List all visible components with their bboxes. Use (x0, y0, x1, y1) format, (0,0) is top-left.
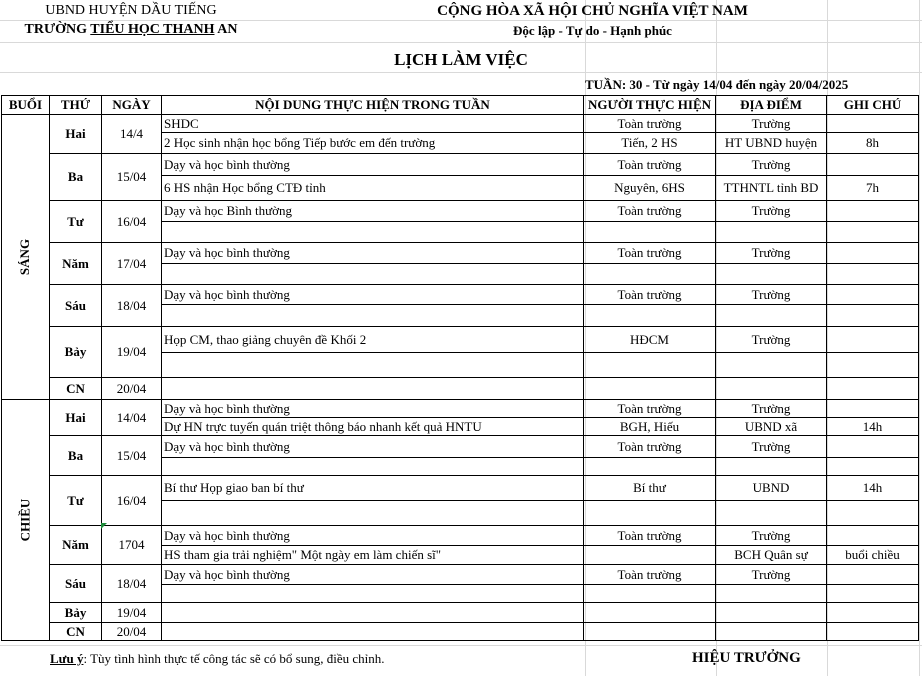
content-cell (162, 264, 584, 285)
date-cell: 15/04 (102, 154, 162, 201)
content-cell: HS tham gia trải nghiệm" Một ngày em làm chiến sĩ" (162, 546, 584, 565)
place-cell: Trường (716, 201, 827, 222)
content-cell: Dạy và học bình thường (162, 400, 584, 418)
person-cell: Toàn trường (584, 526, 716, 546)
place-cell (716, 501, 827, 526)
date-cell: 1704 (102, 526, 162, 565)
content-cell (162, 501, 584, 526)
date-cell: 19/04 (102, 327, 162, 378)
table-row (2, 623, 919, 641)
content-cell: Dạy và học Bình thường (162, 201, 584, 222)
table-row (2, 243, 919, 264)
place-cell: UBND (716, 476, 827, 501)
note-cell (827, 378, 919, 400)
weekday-cell: Sáu (50, 285, 102, 327)
weekday-cell: Hai (50, 400, 102, 436)
note-cell: 14h (827, 418, 919, 436)
note-cell (827, 501, 919, 526)
person-cell: HĐCM (584, 327, 716, 353)
col-session: BUỔI (2, 96, 50, 115)
note-cell: 8h (827, 133, 919, 154)
col-date: NGÀY (102, 96, 162, 115)
person-cell: Toàn trường (584, 436, 716, 458)
person-cell (584, 378, 716, 400)
content-cell: Bí thư Họp giao ban bí thư (162, 476, 584, 501)
table-row (2, 115, 919, 133)
place-cell: Trường (716, 285, 827, 305)
weekday-cell: Tư (50, 201, 102, 243)
table-row (2, 201, 919, 222)
person-cell (584, 305, 716, 327)
table-row (2, 285, 919, 305)
session-label (2, 115, 50, 400)
note-cell (827, 623, 919, 641)
person-cell: Toàn trường (584, 201, 716, 222)
place-cell (716, 585, 827, 603)
table-row (2, 476, 919, 501)
person-cell: Tiến, 2 HS (584, 133, 716, 154)
col-person: NGƯỜI THỰC HIỆN (584, 96, 716, 115)
session-label (2, 400, 50, 641)
content-cell (162, 603, 584, 623)
table-row (2, 154, 919, 176)
place-cell: Trường (716, 400, 827, 418)
person-cell: Toàn trường (584, 565, 716, 585)
person-cell: BGH, Hiếu (584, 418, 716, 436)
note-cell (827, 264, 919, 285)
table-row (2, 436, 919, 458)
weekday-cell: CN (50, 623, 102, 641)
schedule-table (1, 95, 919, 641)
place-cell: TTHNTL tỉnh BD (716, 176, 827, 201)
table-row (2, 603, 919, 623)
date-cell: 18/04 (102, 285, 162, 327)
note-cell (827, 565, 919, 585)
content-cell: Dạy và học bình thường (162, 436, 584, 458)
person-cell: Nguyên, 6HS (584, 176, 716, 201)
person-cell (584, 603, 716, 623)
content-cell (162, 458, 584, 476)
note-cell (827, 353, 919, 378)
motto: Độc lập - Tự do - Hạnh phúc (513, 23, 672, 38)
note-cell (827, 285, 919, 305)
note-cell (827, 305, 919, 327)
date-cell: 14/04 (102, 400, 162, 436)
content-cell: Họp CM, thao giảng chuyên đề Khối 2 (162, 327, 584, 353)
gridline (0, 20, 922, 21)
content-cell: Dạy và học bình thường (162, 154, 584, 176)
note-cell (827, 222, 919, 243)
nation-title: CỘNG HÒA XÃ HỘI CHỦ NGHĨA VIỆT NAM (437, 3, 748, 19)
note-cell (827, 526, 919, 546)
weekday-cell: Bảy (50, 327, 102, 378)
place-cell (716, 603, 827, 623)
note-cell (827, 243, 919, 264)
content-cell: SHDC (162, 115, 584, 133)
content-cell: Dạy và học bình thường (162, 526, 584, 546)
week-range: TUẦN: 30 - Từ ngày 14/04 đến ngày 20/04/2025 (585, 77, 849, 92)
note-cell (827, 201, 919, 222)
note-cell (827, 603, 919, 623)
session-text: SÁNG (17, 238, 33, 276)
date-cell: 18/04 (102, 565, 162, 603)
person-cell (584, 222, 716, 243)
district-name: UBND HUYỆN DẦU TIẾNG (45, 3, 217, 18)
content-cell (162, 585, 584, 603)
content-cell: Dự HN trực tuyến quán triệt thông báo nhanh kết quả HNTU (162, 418, 584, 436)
place-cell (716, 458, 827, 476)
gridline (0, 645, 922, 646)
note-cell (827, 327, 919, 353)
col-content: NỘI DUNG THỰC HIỆN TRONG TUẦN (162, 96, 584, 115)
weekday-cell: Hai (50, 115, 102, 154)
note-cell (827, 400, 919, 418)
place-cell (716, 222, 827, 243)
note-cell: 14h (827, 476, 919, 501)
content-cell: Dạy và học bình thường (162, 285, 584, 305)
content-cell: Dạy và học bình thường (162, 565, 584, 585)
place-cell: Trường (716, 436, 827, 458)
note-cell (827, 585, 919, 603)
table-row (2, 327, 919, 353)
col-weekday: THỨ (50, 96, 102, 115)
place-cell: Trường (716, 154, 827, 176)
place-cell (716, 353, 827, 378)
date-cell: 16/04 (102, 476, 162, 526)
person-cell: Toàn trường (584, 285, 716, 305)
gridline (0, 72, 922, 73)
place-cell: Trường (716, 526, 827, 546)
table-row (2, 526, 919, 546)
session-text: CHIỀU (17, 498, 33, 542)
gridline (0, 42, 922, 43)
date-cell: 20/04 (102, 623, 162, 641)
note-cell (827, 115, 919, 133)
weekday-cell: Ba (50, 436, 102, 476)
person-cell (584, 353, 716, 378)
place-cell: HT UBND huyện (716, 133, 827, 154)
place-cell (716, 378, 827, 400)
person-cell: Toàn trường (584, 400, 716, 418)
place-cell (716, 623, 827, 641)
gridline (919, 0, 920, 676)
person-cell: Toàn trường (584, 154, 716, 176)
person-cell: Toàn trường (584, 115, 716, 133)
person-cell (584, 501, 716, 526)
table-row (2, 565, 919, 585)
table-header-row (2, 96, 919, 115)
person-cell (584, 585, 716, 603)
weekday-cell: CN (50, 378, 102, 400)
table-row (2, 400, 919, 418)
date-cell: 15/04 (102, 436, 162, 476)
date-cell: 19/04 (102, 603, 162, 623)
school-name: TRƯỜNG TIỂU HỌC THANH AN (24, 22, 238, 37)
person-cell (584, 546, 716, 565)
col-note: GHI CHÚ (827, 96, 919, 115)
weekday-cell: Năm (50, 526, 102, 565)
col-place: ĐỊA ĐIỂM (716, 96, 827, 115)
content-cell: 6 HS nhận Học bổng CTĐ tỉnh (162, 176, 584, 201)
place-cell: BCH Quân sự (716, 546, 827, 565)
content-cell (162, 623, 584, 641)
note-cell (827, 154, 919, 176)
weekday-cell: Ba (50, 154, 102, 201)
weekday-cell: Bảy (50, 603, 102, 623)
table-row (2, 378, 919, 400)
person-cell (584, 458, 716, 476)
page-title: LỊCH LÀM VIỆC (394, 50, 528, 69)
date-cell: 16/04 (102, 201, 162, 243)
person-cell (584, 623, 716, 641)
footer-note: Lưu ý: Tùy tình hình thực tế công tác sẽ có bổ sung, điều chỉnh. (50, 651, 385, 666)
date-cell: 14/4 (102, 115, 162, 154)
note-cell: 7h (827, 176, 919, 201)
person-cell (584, 264, 716, 285)
principal-signature: HIỆU TRƯỞNG (692, 650, 801, 666)
person-cell: Bí thư (584, 476, 716, 501)
note-cell (827, 436, 919, 458)
content-cell (162, 222, 584, 243)
place-cell: Trường (716, 115, 827, 133)
cell-comment-marker (101, 523, 107, 529)
weekday-cell: Sáu (50, 565, 102, 603)
place-cell: Trường (716, 327, 827, 353)
weekday-cell: Tư (50, 476, 102, 526)
place-cell (716, 305, 827, 327)
content-cell (162, 378, 584, 400)
content-cell: 2 Học sinh nhận học bổng Tiếp bước em đến trường (162, 133, 584, 154)
date-cell: 17/04 (102, 243, 162, 285)
date-cell: 20/04 (102, 378, 162, 400)
note-cell: buổi chiều (827, 546, 919, 565)
content-cell (162, 353, 584, 378)
place-cell: UBND xã (716, 418, 827, 436)
person-cell: Toàn trường (584, 243, 716, 264)
weekday-cell: Năm (50, 243, 102, 285)
content-cell: Dạy và học bình thường (162, 243, 584, 264)
content-cell (162, 305, 584, 327)
note-cell (827, 458, 919, 476)
place-cell: Trường (716, 243, 827, 264)
place-cell (716, 264, 827, 285)
place-cell: Trường (716, 565, 827, 585)
